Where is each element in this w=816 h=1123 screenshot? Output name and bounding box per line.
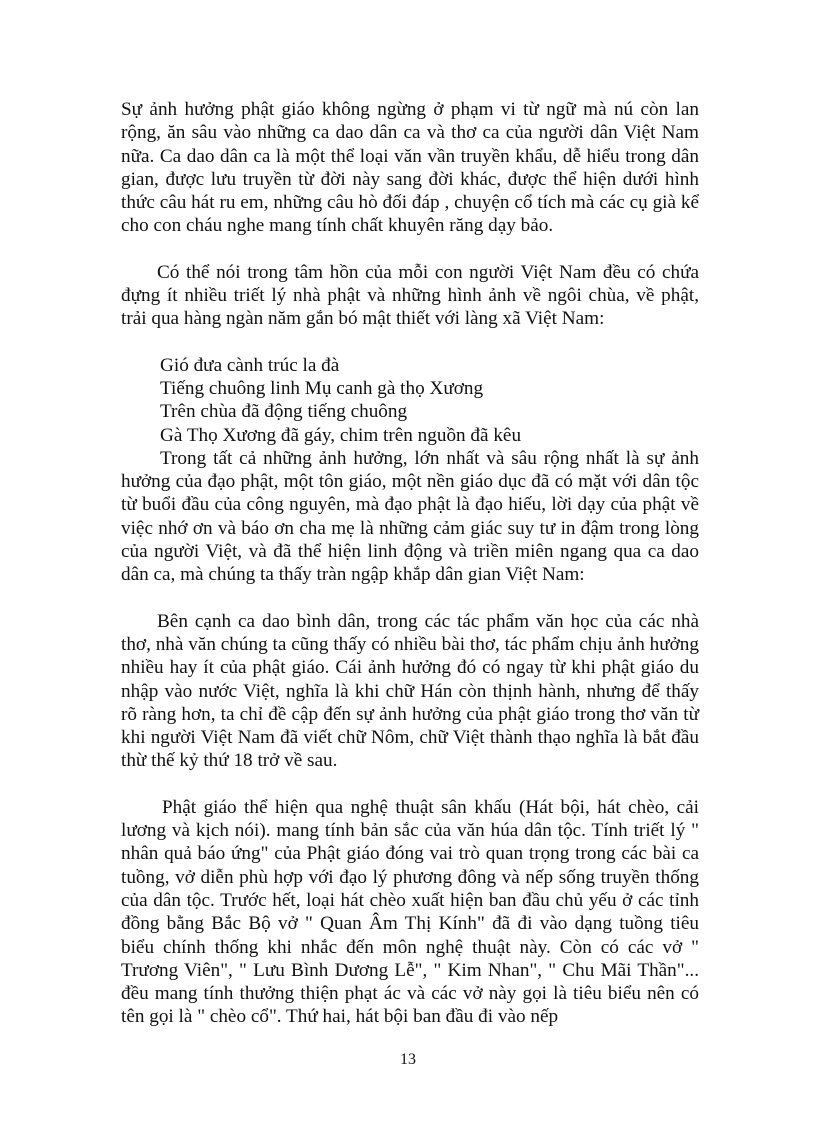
poem [160,354,699,447]
page-number: 13 [400,1051,416,1068]
paragraph-1: Sự ảnh hưởng phật giáo không ngừng ở phạm vi từ ngữ mà nú còn lan rộng, ăn sâu vào những ca dao dân ca và thơ ca của người dân Việt Nam nữa. Ca dao dân ca là một thể loại văn vần truyền khẩu, dễ hiểu trong dân gian, được lưu truyền từ đời này sang đời khác, được thể hiện dưới hình thức câu hát ru em, những câu hò đối đáp , chuyện cổ tích mà các cụ già kể cho con cháu nghe mang tính chất khuyên răng dạy bảo. [121,99,699,237]
paragraph-5: Phật giáo thể hiện qua nghệ thuật sân khấu (Hát bội, hát chèo, cải lương và kịch nói). mang tính bản sắc của văn húa dân tộc. Tính triết lý " nhân quả báo ứng" của Phật giáo đóng vai trò quan trọng trong các bài ca tuồng, vở diễn phù hợp với đạo lý phương đông và nếp sống truyền thống của dân tộc. Trước hết, loại hát chèo xuất hiện ban đầu chủ yếu ở các tỉnh đồng bằng Bắc Bộ vở " Quan Âm Thị Kính" đã đi vào dạng tuồng tiêu biểu chính thống khi nhắc đến môn nghệ thuật này. Còn có các vở " Trương Viên", " Lưu Bình Dương Lễ", " Kim Nhan", " Chu Mãi Thần"... đều mang tính thưởng thiện phạt ác và các vở này gọi là tiêu biểu nên có tên gọi là " chèo cổ". Thứ hai, hát bội ban đầu đi vào nếp [121,796,699,1028]
poem-line-4: Gà Thọ Xương đã gáy, chim trên nguồn đã kêu [160,424,522,446]
paragraph-3: Trong tất cả những ảnh hưởng, lớn nhất và sâu rộng nhất là sự ảnh hưởng của đạo phật, một tôn giáo, một nền giáo dục đã có mặt với dân tộc từ buổi đầu của công nguyên, mà đạo phật là đạo hiếu, lời dạy của phật về việc nhớ ơn và báo ơn cha mẹ là những cảm giác suy tư in đậm trong lòng của người Việt, và đã thể hiện linh động và triền miên ngang qua ca dao dân ca, mà chúng ta thấy tràn ngập khắp dân gian Việt Nam: [121,447,699,586]
poem-line-3: Trên chùa đã động tiếng chuông [160,401,408,423]
body-text [121,98,699,1052]
paragraph-2: Có thể nói trong tâm hồn của mỗi con người Việt Nam đều có chứa đựng ít nhiều triết lý nhà phật và những hình ảnh về ngôi chùa, về phật, trải qua hàng ngàn năm gắn bó mật thiết với làng xã Việt Nam: [121,261,699,330]
poem-line-2: Tiếng chuông linh Mụ canh gà thọ Xương [160,377,484,399]
poem-line-1: Gió đưa cành trúc la đà [160,354,340,376]
paragraph-4: Bên cạnh ca dao bình dân, trong các tác phẩm văn học của các nhà thơ, nhà văn chúng ta cũng thấy có nhiều bài thơ, tác phẩm chịu ảnh hưởng nhiều hay ít của phật giáo. Cái ảnh hưởng đó có ngay từ khi phật giáo du nhập vào nước Việt, nghĩa là khi chữ Hán còn thịnh hành, nhưng để thấy rõ ràng hơn, ta chỉ đề cập đến sự ảnh hưởng của phật giáo trong thơ văn từ khi người Việt Nam đã viết chữ Nôm, chữ Việt thành thạo nghĩa là bắt đầu thừ thế kỷ thứ 18 trở về sau. [121,610,699,772]
